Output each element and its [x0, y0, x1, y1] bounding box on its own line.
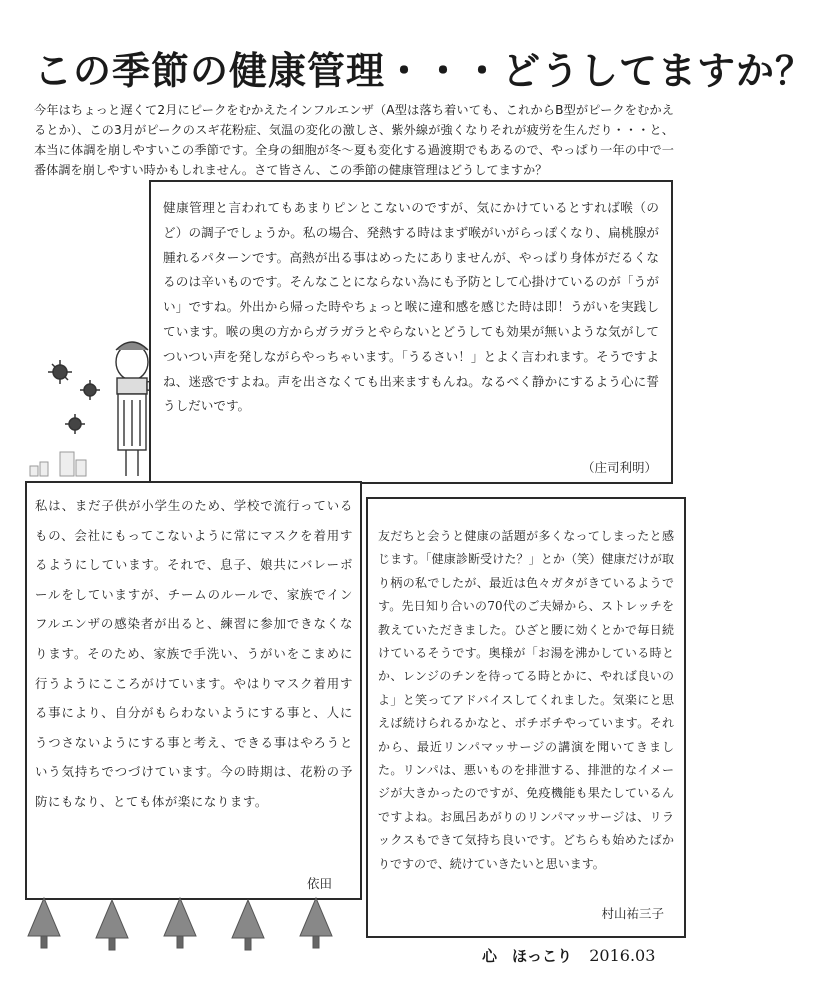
tree-icon	[232, 900, 264, 950]
tree-icon	[300, 898, 332, 948]
tree-row-decoration	[20, 896, 360, 956]
tree-icon	[28, 898, 60, 948]
essay-left-box	[25, 481, 362, 900]
person-with-viruses-illustration	[20, 320, 170, 480]
essay-right-body: 友だちと会うと健康の話題が多くなってしまったと感じます。「健康診断受けた？」とか（笑）健康だけが取り柄の私でしたが、最近は色々ガタがきているようです。先日知り合いの70代のご夫婦から、ストレッチを教えていただきました。ひざと腰に効くとかで毎日続けているそうです。奥様が「お湯を沸かしている時とか、レンジのチンを待ってる時とかに、やれば良いのよ」と笑ってアドバイスしてくれました。気楽にと思えば続けられるかなと、ボチボチやっています。それから、最近リンパマッサージの講演を聞いてきました。リンパは、悪いものを排泄する、排泄的なイメージが大きかったのですが、免疫機能も果たしているんですよね。お風呂あがりのリンパマッサージは、リラックスもできて気持ち良いです。どちらも始めたばかりですので、続けていきたいと思います。	[378, 529, 674, 871]
essay-left-author: 依田	[306, 876, 332, 891]
page-footer	[482, 945, 682, 966]
virus-icon	[48, 360, 72, 384]
footer-issue: 2016.03	[589, 946, 656, 965]
essay-left-body: 私は、まだ子供が小学生のため、学校で流行っているもの、会社にもってこないように常にマスクを着用するようにしています。それで、息子、娘共にバレーボールをしていますが、チームのルールで、家族でインフルエンザの感染者が出ると、練習に参加できなくなります。そのため、家族で手洗い、うがいをこまめに行うようにこころがけています。やはりマスク着用する事により、自分がもらわないようにする事と、人にうつさないようにする事と考え、できる事はやろうという気持ちでつづけています。今の時期は、花粉の予防にもなり、とても体が楽になります。	[35, 498, 353, 809]
page-title: この季節の健康管理・・・どうしてますか？	[34, 49, 814, 93]
essay-right-author: 村山祐三子	[601, 906, 664, 921]
virus-icon	[65, 414, 85, 434]
essay-top-box	[149, 180, 673, 484]
footer-label: 心 ほっこり	[482, 947, 573, 965]
essay-top-author: （庄司利明）	[581, 460, 657, 475]
tree-icon	[96, 900, 128, 950]
buildings-icon	[30, 452, 86, 476]
tree-icon	[164, 898, 196, 948]
essay-top-body: 健康管理と言われてもあまりピンとこないのですが、気にかけているとすれば喉（のど）の調子でしょうか。私の場合、発熱する時はまず喉がいがらっぽくなり、扁桃腺が腫れるパターンです。高熱が出る事はめったにありませんが、やっぱり身体がだるくなるのは辛いものです。そんなことにならない為にも予防として心掛けているのが「うがい」ですね。外出から帰った時やちょっと喉に違和感を感じた時は即！うがいを実践しています。喉の奥の方からガラガラとやらないとどうしても効果が無いような気がしてついつい声を発しながらやっちゃいます。「うるさい！」とよく言われます。そうですよね、迷惑ですよね。声を出さなくても出来ますもんね。なるべく静かにするよう心に誓うしだいです。	[163, 200, 659, 414]
virus-icon	[80, 380, 100, 400]
intro-paragraph: 今年はちょっと遅くて2月にピークをむかえたインフルエンザ（A型は落ち着いても、これからB型がピークをむかえるとか）、この3月がピークのスギ花粉症、気温の変化の激しさ、紫外線が強くなりそれが疲労を生んだり・・・と、本当に体調を崩しやすいこの季節です。全身の細胞が冬～夏も変化する過渡期でもあるので、やっぱり一年の中で一番体調を崩しやすい時かもしれません。さて皆さん、この季節の健康管理はどうしてますか？	[34, 103, 674, 177]
essay-right-box	[366, 497, 686, 938]
